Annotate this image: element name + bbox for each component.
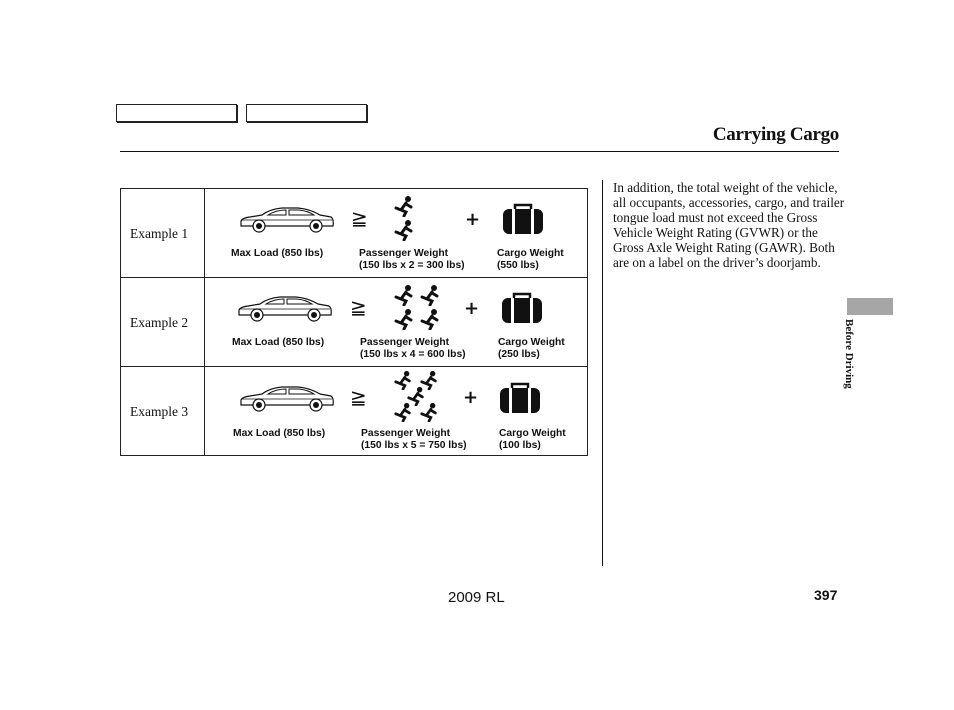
plus-symbol: + [464,298,480,319]
passenger-weight-caption [361,428,467,452]
page-number: 397 [814,587,838,603]
seated-passenger-icon [393,219,415,241]
seated-passenger-icon [419,308,441,330]
example-label: Example 2 [130,315,189,330]
passenger-weight-value: (150 lbs x 2 = 300 lbs) [359,260,465,271]
section-side-label-text: Before Driving [843,319,855,389]
sedan-car-icon [236,294,334,324]
max-load-label: Max Load [232,337,280,348]
sedan-car-icon [238,384,336,414]
example-label-cell [121,367,205,456]
cargo-weight-value: (100 lbs) [499,440,541,451]
sedan-car-icon [238,205,336,235]
cargo-weight-label: Cargo Weight [498,337,565,348]
cargo-weight-label: Cargo Weight [497,248,564,259]
cargo-weight-caption [499,428,566,452]
example-row [121,277,587,367]
passenger-weight-caption [359,248,465,272]
title-divider [120,151,839,152]
seated-passenger-icon [419,284,441,306]
footer-model: 2009 RL [448,589,505,606]
luggage-bag-icon [498,382,542,414]
max-load-value: (850 lbs) [283,428,326,439]
plus-symbol: + [463,387,479,408]
luggage-bag-icon [500,292,544,324]
column-divider [602,180,603,566]
page-title: Carrying Cargo [712,124,839,145]
cargo-weight-value: (550 lbs) [497,260,539,271]
greater-equal-symbol: ≧ [350,385,367,409]
example-row [121,189,587,277]
luggage-bag-icon [501,203,545,235]
max-load-value: (850 lbs) [281,248,324,259]
example-label-cell [121,278,205,367]
max-load-value: (850 lbs) [282,337,325,348]
seated-passenger-icon [393,402,413,422]
cargo-weight-value: (250 lbs) [498,349,540,360]
cargo-weight-label: Cargo Weight [499,428,566,439]
greater-equal-symbol: ≧ [351,206,368,230]
seated-passenger-icon [419,402,439,422]
max-load-caption [233,428,325,440]
passenger-weight-value: (150 lbs x 5 = 750 lbs) [361,440,467,451]
section-side-label [843,319,868,404]
passenger-weight-value: (150 lbs x 4 = 600 lbs) [360,349,466,360]
max-load-label: Max Load [233,428,281,439]
max-load-caption [232,337,324,349]
nav-box-previous[interactable] [116,104,237,122]
plus-symbol: + [465,209,481,230]
passenger-weight-label: Passenger Weight [359,248,449,259]
body-paragraph: In addition, the total weight of the vehicle, all occupants, accessories, cargo, and trailer tongue load must not exceed the Gross Vehicle Weight Rating (GVWR) or the Gross Axle Weight Rating (GAWR). Both are on a label on the driver’s doorjamb. [613,180,845,270]
nav-box-next[interactable] [246,104,367,122]
example-row [121,366,587,456]
passenger-weight-caption [360,337,466,361]
seated-passenger-icon [393,284,415,306]
max-load-label: Max Load [231,248,279,259]
seated-passenger-icon [393,195,415,217]
max-load-caption [231,248,323,260]
cargo-weight-caption [498,337,565,361]
example-label: Example 1 [130,226,189,241]
examples-table [120,188,588,456]
example-label: Example 3 [130,404,189,419]
example-label-cell [121,189,205,277]
greater-equal-symbol: ≧ [350,295,367,319]
passenger-weight-label: Passenger Weight [361,428,451,439]
section-tab-marker [847,298,893,315]
passenger-weight-label: Passenger Weight [360,337,450,348]
cargo-weight-caption [497,248,564,272]
seated-passenger-icon [393,308,415,330]
